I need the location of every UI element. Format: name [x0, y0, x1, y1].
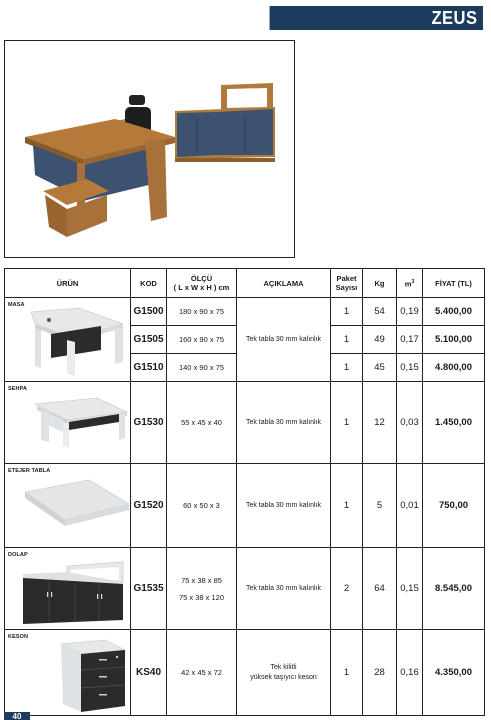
m3-g1520: 0,01: [397, 464, 423, 548]
table-row: [5, 630, 485, 716]
description-keson-line2: yüksek taşıyıcı keson: [250, 673, 317, 681]
code-g1520: G1520: [131, 464, 167, 548]
description-sehpa: Tek tabla 30 mm kalınlık: [237, 382, 331, 464]
table-row: [5, 548, 485, 630]
m3-g1500: 0,19: [397, 298, 423, 326]
description-keson: [237, 630, 331, 716]
header-product: ÜRÜN: [5, 269, 131, 298]
code-g1535: G1535: [131, 548, 167, 630]
kg-g1500: 54: [363, 298, 397, 326]
product-cell-etejer: [5, 464, 131, 548]
header-size-line1: ÖLÇÜ: [190, 274, 213, 283]
packages-g1530: 1: [331, 382, 363, 464]
m3-g1510: 0,15: [397, 354, 423, 382]
shelf-board-image: [5, 464, 131, 548]
table-row: [5, 298, 485, 326]
size-g1535-line1: 75 x 38 x 85: [181, 575, 222, 585]
m3-g1535: 0,15: [397, 548, 423, 630]
price-g1520: 750,00: [423, 464, 485, 548]
page-number: 40: [4, 712, 30, 720]
m3-g1505: 0,17: [397, 326, 423, 354]
size-g1535-line2: 75 x 38 x 120: [178, 592, 225, 602]
description-dolap: Tek tabla 30 mm kalınlık: [237, 548, 331, 630]
header-package-line2: Sayısı: [335, 283, 358, 292]
packages-g1520: 1: [331, 464, 363, 548]
size-g1510: 140 x 90 x 75: [167, 354, 237, 382]
kg-g1520: 5: [363, 464, 397, 548]
kg-g1505: 49: [363, 326, 397, 354]
product-name-dolap: DOLAP: [8, 552, 28, 558]
header-package: [331, 269, 363, 298]
description-keson-line1: Tek kilitli: [270, 663, 297, 671]
product-name-sehpa: SEHPA: [8, 386, 28, 392]
coffee-table-image: [5, 382, 131, 464]
price-ks40: 4.350,00: [423, 630, 485, 716]
hero-side-table: [43, 179, 109, 237]
header-volume: [397, 269, 423, 298]
code-ks40: KS40: [131, 630, 167, 716]
desk-image: [5, 298, 131, 382]
size-g1520: 60 x 50 x 3: [167, 464, 237, 548]
m3-ks40: 0,16: [397, 630, 423, 716]
price-g1505: 5.100,00: [423, 326, 485, 354]
description-etejer: Tek tabla 30 mm kalınlık: [237, 464, 331, 548]
code-g1505: G1505: [131, 326, 167, 354]
size-g1500: 180 x 90 x 75: [167, 298, 237, 326]
price-g1535: 8.545,00: [423, 548, 485, 630]
kg-g1510: 45: [363, 354, 397, 382]
table-row: [5, 382, 485, 464]
product-cell-keson: [5, 630, 131, 716]
description-masa: Tek tabla 30 mm kalınlık: [237, 298, 331, 382]
code-g1500: G1500: [131, 298, 167, 326]
size-g1530: 55 x 45 x 40: [167, 382, 237, 464]
size-g1505: 160 x 90 x 75: [167, 326, 237, 354]
packages-g1505: 1: [331, 326, 363, 354]
product-cell-sehpa: [5, 382, 131, 464]
header-volume-exp: 3: [411, 278, 415, 285]
product-cell-dolap: [5, 548, 131, 630]
packages-g1535: 2: [331, 548, 363, 630]
header-description: AÇIKLAMA: [237, 269, 331, 298]
packages-g1500: 1: [331, 298, 363, 326]
header-size-line2: ( L x W x H ) cm: [173, 283, 230, 292]
code-g1530: G1530: [131, 382, 167, 464]
price-g1530: 1.450,00: [423, 382, 485, 464]
header-size: [167, 269, 237, 298]
table-header-row: [5, 269, 485, 298]
kg-ks40: 28: [363, 630, 397, 716]
header-package-line1: Paket: [336, 274, 357, 283]
product-cell-masa: [5, 298, 131, 382]
code-g1510: G1510: [131, 354, 167, 382]
size-g1535: [167, 548, 237, 630]
header-volume-base: m: [404, 279, 412, 289]
size-ks40: 42 x 45 x 72: [167, 630, 237, 716]
header-weight: Kg: [363, 269, 397, 298]
table-row: [5, 464, 485, 548]
kg-g1530: 12: [363, 382, 397, 464]
header-code: KOD: [131, 269, 167, 298]
price-table: [4, 268, 485, 716]
packages-g1510: 1: [331, 354, 363, 382]
cabinet-image: [5, 548, 131, 630]
product-name-etejer: ETEJER TABLA: [8, 468, 51, 474]
header-price: FİYAT (TL): [423, 269, 485, 298]
hero-product-image: [4, 40, 295, 258]
pedestal-image: [5, 630, 131, 716]
brand-title: ZEUS: [270, 6, 483, 30]
price-g1500: 5.400,00: [423, 298, 485, 326]
packages-ks40: 1: [331, 630, 363, 716]
kg-g1535: 64: [363, 548, 397, 630]
product-name-keson: KESON: [8, 634, 29, 640]
hero-cabinet: [175, 83, 275, 162]
m3-g1530: 0,03: [397, 382, 423, 464]
product-name-masa: MASA: [8, 302, 25, 308]
price-g1510: 4.800,00: [423, 354, 485, 382]
